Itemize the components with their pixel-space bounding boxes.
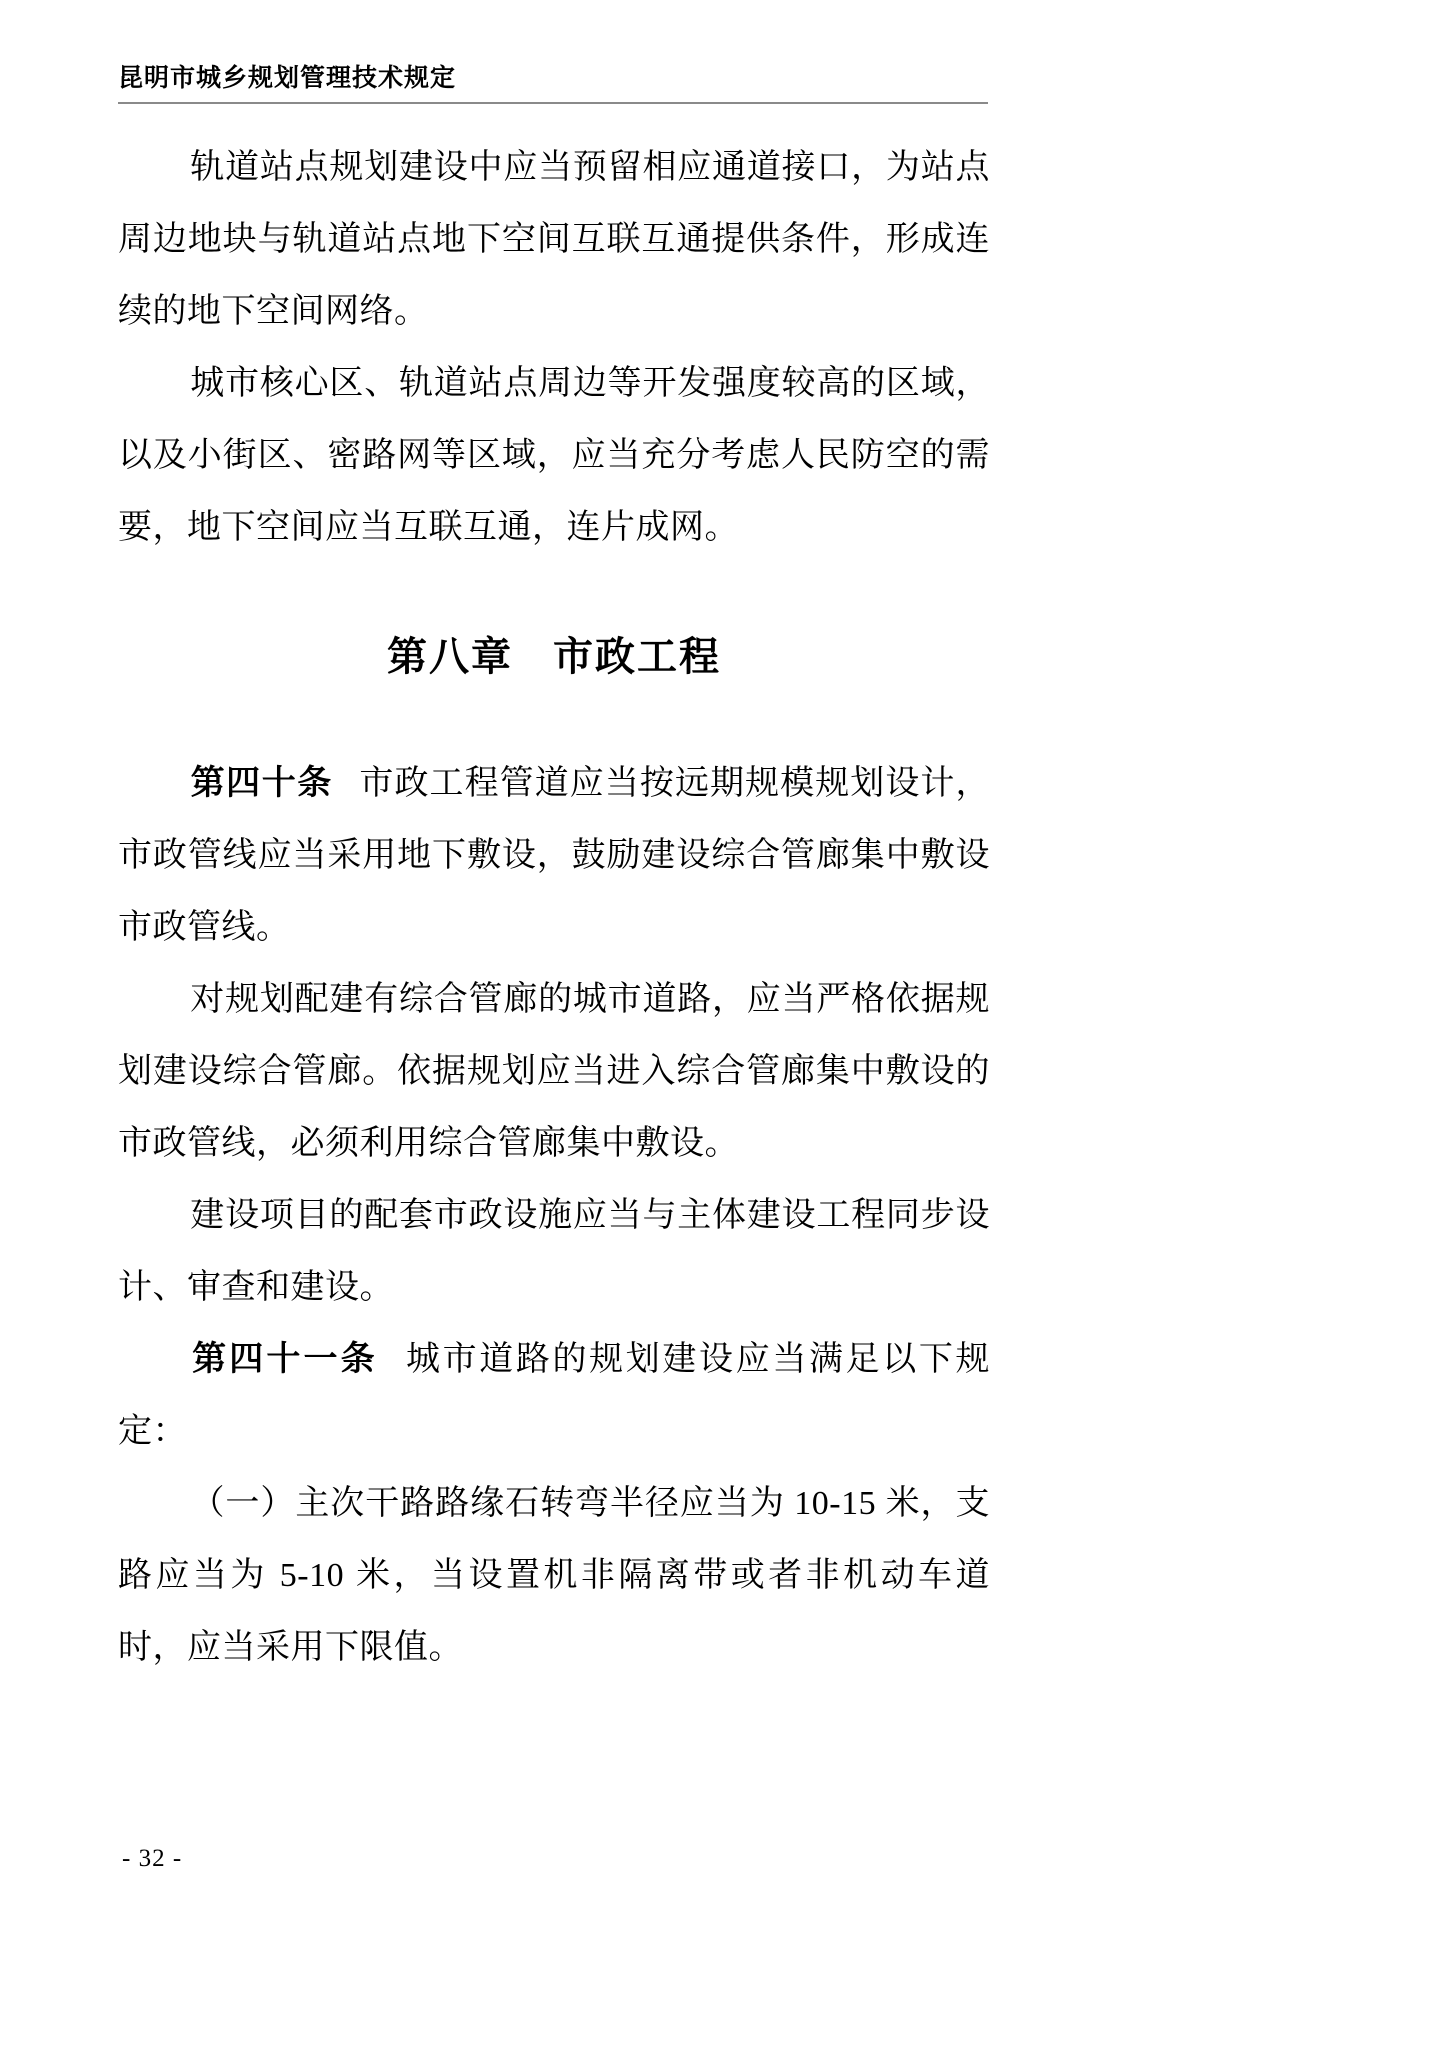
- article-40-paragraph-1: [118, 748, 990, 964]
- article-number-41: 第四十一条: [190, 1341, 378, 1378]
- paragraph-core-area-civil-defense: [118, 348, 990, 564]
- paragraph-text: 市政工程管道应当按远期规模规划设计，市政管线应当采用地下敷设，鼓励建设综合管廊集中敷设市政管线。: [118, 765, 991, 946]
- article-40-paragraph-2: [118, 964, 990, 1180]
- page-number: - 32 -: [122, 1845, 183, 1872]
- paragraph-underground-corridor-interface: [118, 132, 990, 348]
- header-divider: [118, 102, 988, 104]
- paragraph-text: 城市道路的规划建设应当满足以下规定：: [118, 1341, 991, 1450]
- chapter-heading: [118, 630, 990, 684]
- article-41-paragraph-1: [118, 1324, 990, 1468]
- paragraph-text: 建设项目的配套市政设施应当与主体建设工程同步设计、审查和建设。: [118, 1197, 990, 1306]
- paragraph-text: （一）主次干路路缘石转弯半径应当为 10-15 米，支路应当为 5-10 米，当设置机非隔离带或者非机动车道时，应当采用下限值。: [118, 1485, 990, 1666]
- header-title: 昆明市城乡规划管理技术规定: [118, 65, 457, 92]
- paragraph-text: 轨道站点规划建设中应当预留相应通道接口，为站点周边地块与轨道站点地下空间互联互通提供条件，形成连续的地下空间网络。: [118, 149, 990, 330]
- running-header: [118, 62, 988, 104]
- article-40-paragraph-3: [118, 1180, 990, 1324]
- chapter-heading-block: [118, 630, 990, 684]
- chapter-number: 第八章: [387, 635, 513, 679]
- article-number-40: 第四十条: [190, 765, 333, 802]
- page-content: [118, 132, 990, 1684]
- chapter-title: 市政工程: [553, 635, 721, 679]
- article-41-item-1: [118, 1468, 990, 1684]
- paragraph-text: 城市核心区、轨道站点周边等开发强度较高的区域，以及小街区、密路网等区域，应当充分考虑人民防空的需要，地下空间应当互联互通，连片成网。: [118, 365, 990, 546]
- paragraph-text: 对规划配建有综合管廊的城市道路，应当严格依据规划建设综合管廊。依据规划应当进入综合管廊集中敷设的市政管线，必须利用综合管廊集中敷设。: [118, 981, 990, 1162]
